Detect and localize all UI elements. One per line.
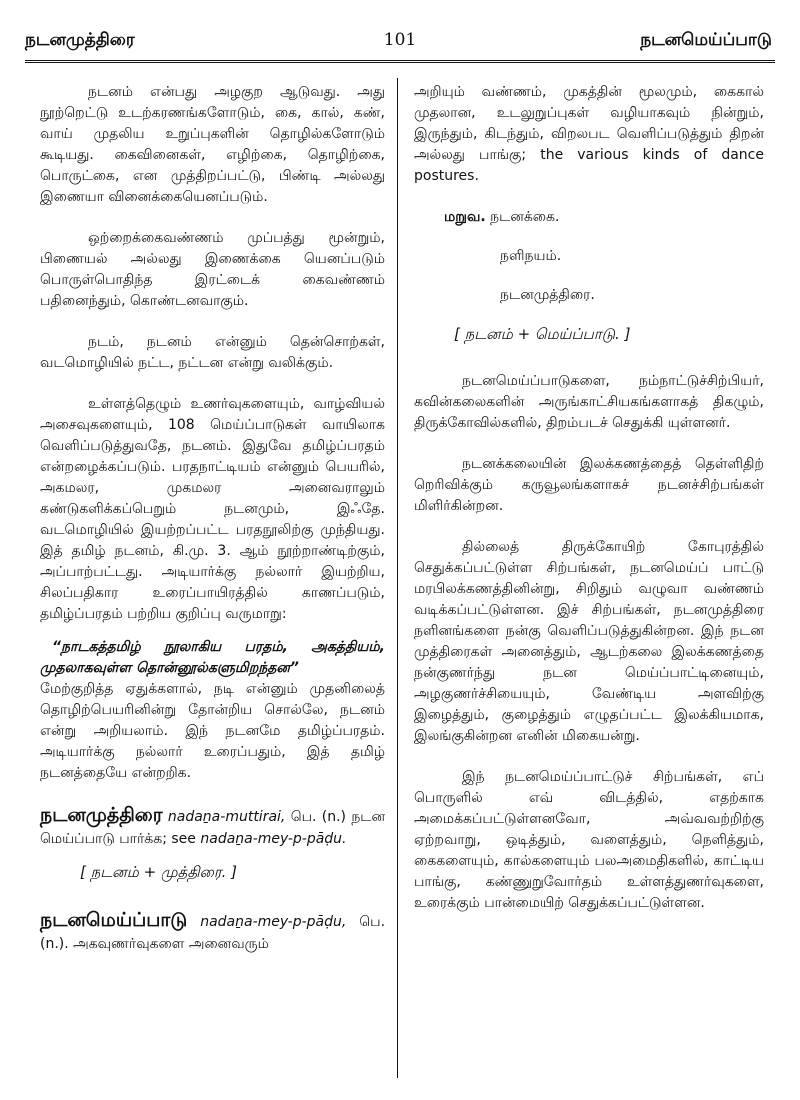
synonym-3: நடனமுத்திரை. <box>500 287 595 303</box>
entry-headword: நடனமெய்ப்பாடு <box>40 909 188 931</box>
running-header-right: நடனமெய்ப்பாடு <box>640 30 772 50</box>
entry-definition-start: பெ. (n.). அகவுணர்வுகளை அனைவரும் <box>40 914 386 952</box>
right-column <box>414 82 764 934</box>
synonym-row-3 <box>414 285 764 306</box>
left-paragraph-5: மேற்குறித்த ஏதுக்களால், நடி என்னும் முதனிலைத் தொழிற்பெயரினின்று தோன்றிய சொல்லே, நடனம் என்று அறியலாம். இந் நடனமே தமிழ்ப்பரதம். அடியார்க்கு நல்லார் உரைப்பதும், இத் தமிழ் நடனத்தையே என்றறிக. <box>40 681 385 781</box>
entry-pos: பெ. (n.) <box>290 809 347 825</box>
left-paragraph-1: நடனம் என்பது அழகுற ஆடுவது. அது நூற்றெட்டு உடற்கரணங்களோடும், கை, கால், கண், வாய் முதலிய உறுப்புகளின் தொழில்களோடும் கூடியது. கைவினைகள், எழிற்கை, தொழிற்கை, பொருட்கை, என முத்திறப்பட்டு, பிண்டி அல்லது இணையா வினைக்கையெனப்படும். <box>40 84 385 205</box>
entry-transliteration: nadaṉa-mey-p-pāḍu, <box>200 914 347 930</box>
entry-derivation: [ நடனம் + மெய்ப்பாடு. ] <box>454 325 631 343</box>
left-paragraph-2: ஒற்றைக்கைவண்ணம் முப்பத்து மூன்றும், பிணையல் அல்லது இணைக்கை யெனப்படும் பொருள்பொதிந்த இரட்டைக் கைவண்ணம் பதினைந்தும், கொண்டனவாகும். <box>40 230 385 309</box>
page-number: 101 <box>383 30 417 50</box>
synonym-row-2 <box>414 246 764 267</box>
synonym-row-1 <box>414 207 764 228</box>
header-rule <box>25 60 775 63</box>
entry-see-ta: நடன மெய்ப்பாடு பார்க்க; <box>40 809 386 847</box>
entry-derivation: [ நடனம் + முத்திரை. ] <box>80 863 237 881</box>
quotation: “நாடகத்தமிழ் நூலாகிய பரதம், அகத்தியம், முதலாகவுள்ள தொன்னூல்களுமிறந்தன” <box>40 639 385 676</box>
definition-continued: அறியும் வண்ணம், முகத்தின் மூலமும், கைகால் முதலான, உடலுறுப்புகள் வழியாகவும் நின்றும், இருந்தும், கிடந்தும், விறலபட வெளிப்படுத்தும் திறன் அல்லது பாங்கு; the various kinds of dance postures. <box>414 84 764 184</box>
dictionary-entry-nadana-muttirai <box>40 804 385 850</box>
left-column <box>40 82 385 963</box>
running-header-left: நடனமுத்திரை <box>25 30 135 50</box>
right-paragraph-2: நடனக்கலையின் இலக்கணத்தைத் தெள்ளிதிற் றெரிவிக்கும் கருவூலங்களாகச் நடனச்சிற்பங்கள் மிளிர்கின்றன. <box>414 456 764 514</box>
right-paragraph-4: இந் நடனமெய்ப்பாட்டுச் சிற்பங்கள், எப் பொருளில் எவ் விடத்தில், எதற்காக அமைக்கப்பட்டுள்ளனவோ, அவ்வவற்றிற்கு ஏற்றவாறு, ஒடித்தும், வளைத்தும், நெளித்தும், கைகளையும், கால்களையும் பலஅமைதிகளில், காட்டிய பாங்கு, கண்ணுறுவோர்தம் உள்ளத்துணர்வுகளை, உரைக்கும் பான்மையிற் செதுக்கப்பட்டுள்ளன. <box>414 769 764 911</box>
synonym-2: நளிநயம். <box>500 248 562 264</box>
entry-headword: நடனமுத்திரை <box>40 804 163 826</box>
left-paragraph-3: நடம், நடனம் என்னும் தென்சொற்கள், வடமொழியில் நட்ட, நட்டன என்று வலிக்கும். <box>40 334 385 371</box>
dictionary-entry-nadana-meyppadu <box>40 909 385 955</box>
left-paragraph-4: உள்ளத்தெழும் உணர்வுகளையும், வாழ்வியல் அசைவுகளையும், 108 மெய்ப்பாடுகள் வாயிலாக வெளிப்படுத்துவதே, நடனம். இதுவே தமிழ்ப்பரதம் என்றழைக்கப்படும். பரதநாட்டியம் என்னும் பெயரில், அகமலர, முகமலர அனைவராலும் கண்டுகளிக்கப்பெறும் நடனமும், இஃதே. வடமொழியில் இயற்றப்பட்ட பரதநூலிற்கு முந்தியது. இத் தமிழ் நடனம், கி.மு. 3. ஆம் நூற்றாண்டிற்கும், அப்பாற்பட்டது. அடியார்க்கு நல்லார் இயற்றிய, சிலப்பதிகார உரைப்பாயிரத்தில் காணப்படும், தமிழ்ப்பரதம் பற்றிய குறிப்பு வருமாறு: <box>40 396 385 622</box>
right-paragraph-3: தில்லைத் திருக்கோயிற் கோபுரத்தில் செதுக்கப்பட்டுள்ள சிற்பங்கள், நடனமெய்ப் பாட்டு மரபிலக்கணத்தினின்று, சிறிதும் வழுவா வண்ணம் வடிக்கப்பட்டுள்ளன. இச் சிற்பங்கள், நடனமுத்திரை நளினங்களை நன்கு வெளிப்படுத்துகின்றன. இந் நடன முத்திரைகள் அனைத்தும், ஆடற்கலை இலக்கணத்தை நன்குணர்ந்து நடன மெய்ப்பாட்டினையும், அழகுணர்ச்சியையும், வேண்டிய அளவிற்கு இழைத்தும், குழைத்தும் எழுதப்பட்ட இலக்கியமாக, இலங்குகின்றன எனின் மிகையன்று. <box>414 539 764 744</box>
entry-transliteration: nadaṉa-muttirai, <box>167 809 286 825</box>
synonym-1: நடனக்கை. <box>490 209 560 225</box>
synonym-label: மறுவ. <box>444 209 486 225</box>
column-divider <box>397 78 398 1078</box>
entry-see-en: see <box>171 831 196 847</box>
right-paragraph-1: நடனமெய்ப்பாடுகளை, நம்நாட்டுச்சிற்பியர், கவின்கலைகளின் அருங்காட்சியகங்களாகத் திகழும், திருக்கோவில்களில், திறம்படச் செதுக்கி யுள்ளனர். <box>414 373 764 431</box>
entry-see-transliteration: nadaṉa-mey-p-pāḍu. <box>200 831 347 847</box>
